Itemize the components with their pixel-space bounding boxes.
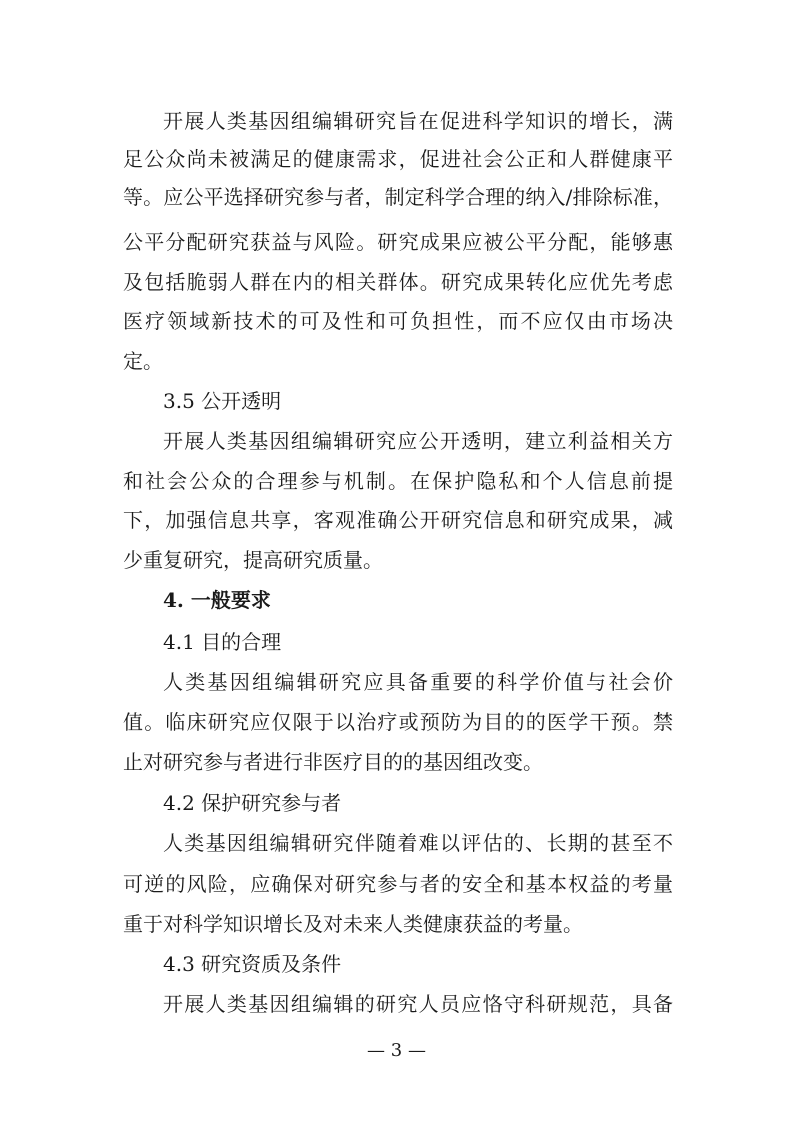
section-heading-4: 4. 一般要求	[163, 588, 271, 612]
paragraph-line: 值。临床研究应仅限于以治疗或预防为目的的医学干预。禁	[123, 710, 673, 734]
paragraph-line: 开展人类基因组编辑研究应公开透明，建立利益相关方	[163, 429, 673, 453]
paragraph-line: 人类基因组编辑研究应具备重要的科学价值与社会价	[163, 670, 673, 694]
paragraph-line: 开展人类基因组编辑研究旨在促进科学知识的增长，满	[163, 109, 673, 133]
section-heading-4-2: 4.2 保护研究参与者	[163, 791, 342, 815]
section-heading-3-5: 3.5 公开透明	[163, 389, 282, 413]
page-number: — 3 —	[367, 1040, 426, 1061]
paragraph-line: 少重复研究，提高研究质量。	[123, 548, 383, 572]
paragraph-line: 开展人类基因组编辑的研究人员应恪守科研规范，具备	[163, 992, 673, 1016]
paragraph-line: 人类基因组编辑研究伴随着难以评估的、长期的甚至不	[163, 831, 673, 855]
paragraph-line: 及包括脆弱人群在内的相关群体。研究成果转化应优先考虑	[123, 270, 673, 294]
paragraph-line: 重于对科学知识增长及对未来人类健康获益的考量。	[123, 912, 583, 936]
paragraph-line: 可逆的风险，应确保对研究参与者的安全和基本权益的考量	[123, 872, 673, 896]
section-heading-4-1: 4.1 目的合理	[163, 630, 282, 654]
paragraph-line: 足公众尚未被满足的健康需求，促进社会公正和人群健康平	[123, 147, 673, 171]
paragraph-line: 公平分配研究获益与风险。研究成果应被公平分配，能够惠	[123, 230, 673, 254]
paragraph-line: 定。	[123, 349, 163, 373]
paragraph-line: 和社会公众的合理参与机制。在保护隐私和个人信息前提	[123, 469, 673, 493]
section-heading-4-3: 4.3 研究资质及条件	[163, 952, 342, 976]
paragraph-line: 下，加强信息共享，客观准确公开研究信息和研究成果，减	[123, 508, 673, 532]
paragraph-line: 等。应公平选择研究参与者，制定科学合理的纳入/排除标准，	[123, 185, 673, 209]
paragraph-line: 医疗领域新技术的可及性和可负担性，而不应仅由市场决	[123, 309, 673, 333]
paragraph-line: 止对研究参与者进行非医疗目的的基因组改变。	[123, 750, 543, 774]
